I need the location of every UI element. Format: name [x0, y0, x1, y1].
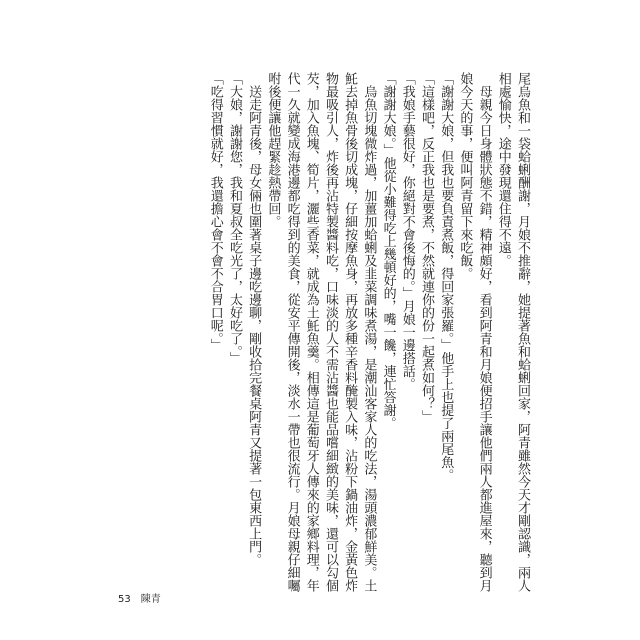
page-footer: [118, 590, 161, 605]
dialogue-line: 「我娘手藝很好，你絕對不會後悔的。」月娘一邊搭話。: [399, 72, 415, 391]
dialogue-line: 「謝謝大娘。」他從小難得吃上幾頓好的，嘴一饞，連忙答謝。: [380, 72, 396, 430]
body-text: [92, 72, 532, 592]
dialogue-line: 「大娘，謝謝您，我和夏叔全吃光了，太好吃了。」: [226, 72, 242, 365]
paragraph: 烏魚切塊微炸過，加薑加蛤蜊及韭菜調味煮湯，是潮汕客家人的吃法，湯頭濃郁鮮美。土魠去掉魚骨後切成塊，仔細按摩魚身，再放多種辛香料醃製入味，沾粉下鍋油炸，金黃色炸物最吸引人，炸後再沾特製醬料吃，口味淡的人不需沾醬也能品嚐細緻的美味，還可以勾個芡，加入魚塊、筍片，灑些香菜，就成為土魠魚羹。相傳這是葡萄牙人傳來的家鄉料理，年代一久就變成海港邊都吃得到的美食，從安平傳開後，淡水一帶也很流行。月娘母親仔細囑咐後便讓他趕緊趁熱帶回。: [265, 72, 377, 592]
paragraph: 尾烏魚和一袋蛤蜊酬謝，月娘不推辭，她提著魚和蛤蜊回家，阿青雖然今天才剛認識，兩人相處愉快，途中發現還住得不遠。: [495, 72, 530, 592]
paragraph: 母親今日身體狀態不錯，精神頗好，看到阿青和月娘便招手讓他們兩人都進屋來，聽到月娘今天的事，便叫阿青留下來吃飯。: [457, 72, 492, 592]
paragraph: 送走阿青後，母女倆也圍著桌子邊吃邊聊，剛收拾完餐桌阿青又提著一包東西上門。: [246, 85, 262, 566]
dialogue-line: 「吃得習慣就好，我還擔心會不會不合胃口呢。」: [207, 72, 223, 352]
page-number: 53: [118, 594, 131, 605]
dialogue-line: 「謝謝大娘，但我也要負責煮飯，得回家張羅。」他手上也提了兩尾魚。: [438, 72, 454, 482]
section-title: 陳青: [140, 594, 161, 605]
dialogue-line: 「這樣吧，反正我也是要煮，不然就連你的份一起煮如何？」: [418, 72, 434, 423]
